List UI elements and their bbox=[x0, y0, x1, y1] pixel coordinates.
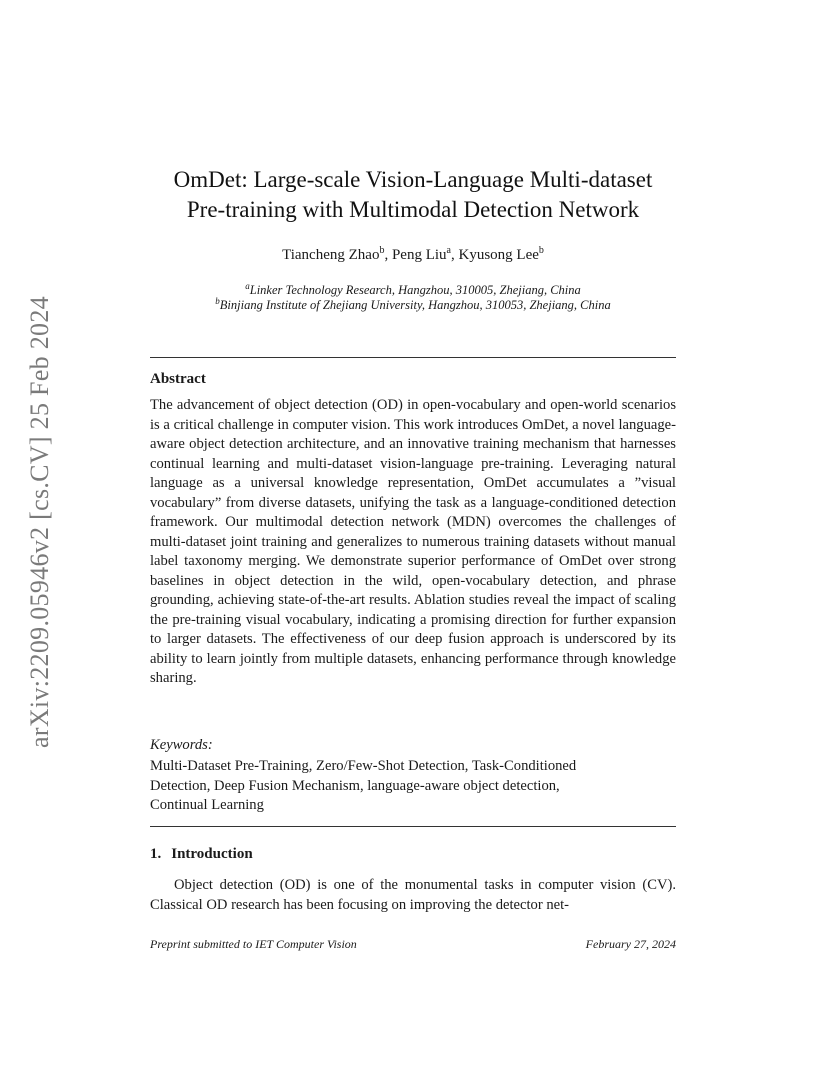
author-name: Peng Liu bbox=[391, 247, 447, 263]
footer-preprint-note: Preprint submitted to IET Computer Vision bbox=[150, 937, 357, 951]
affiliation-text: Linker Technology Research, Hangzhou, 310005, Zhejiang, China bbox=[249, 283, 581, 298]
title-line-2: Pre-training with Multimodal Detection Network bbox=[186, 197, 640, 222]
author-affil-mark: b bbox=[538, 245, 544, 256]
introduction-paragraph: Object detection (OD) is one of the monumental tasks in computer vision (CV). Classical OD research has been focusing on improving the detector net- bbox=[150, 877, 676, 913]
footer-date: February 27, 2024 bbox=[585, 937, 676, 951]
section-title: Introduction bbox=[171, 846, 253, 862]
author-affil-mark: b bbox=[379, 245, 385, 256]
author-name: Tiancheng Zhao bbox=[282, 247, 380, 263]
abstract-text: The advancement of object detection (OD) in open-vocabulary and open-world scenarios is a critical challenge in computer vision. This work introduces OmDet, a novel language-aware object detection architecture, and an innovative training mechanism that harnesses continual learning and multi-dataset vision-language pre-training. Leveraging natural language as a universal knowledge representation, OmDet accumulates a ”visual vocabulary” from diverse datasets, unifying the task as a language-conditioned detection framework. Our multimodal detection network (MDN) overcomes the challenges of multi-dataset joint training and generalizes to numerous training datasets without manual label taxonomy merging. We demonstrate superior performance of OmDet over strong baselines in object detection in the wild, open-vocabulary detection, and phrase grounding, achieving state-of-the-art results. Ablation studies reveal the impact of scaling the pre-training visual vocabulary, indicating a promising direction for further expansion to larger datasets. The effectiveness of our deep fusion approach is underscored by its ability to learn jointly from multiple datasets, enhancing performance through knowledge sharing. bbox=[150, 397, 676, 686]
keywords-heading: Keywords: bbox=[150, 737, 213, 753]
keywords-line: Detection, Deep Fusion Mechanism, language-aware object detection, bbox=[150, 777, 560, 794]
affiliation-b bbox=[150, 292, 676, 314]
author-list: Tiancheng Zhao$^b$, Peng Liu$^a$, Kyusong Lee$^b$ bbox=[282, 245, 544, 263]
keywords-list bbox=[150, 757, 676, 816]
affiliation-mark: a bbox=[245, 281, 250, 291]
affiliation-text: Binjiang Institute of Zhejiang University, Hangzhou, 310053, Zhejiang, China bbox=[219, 298, 611, 313]
affiliation-mark: b bbox=[215, 296, 220, 306]
section-number: 1. bbox=[150, 846, 162, 862]
author-affil-mark: a bbox=[446, 245, 451, 256]
keywords-line: Continual Learning bbox=[150, 797, 264, 813]
abstract-heading: Abstract bbox=[150, 371, 206, 387]
arxiv-id-label: arXiv:2209.05946v2 [cs.CV] 25 Feb 2024 bbox=[25, 296, 54, 748]
section-heading-introduction bbox=[150, 846, 253, 863]
author-name: Kyusong Lee bbox=[458, 247, 539, 263]
title-line-1: OmDet: Large-scale Vision-Language Multi-dataset bbox=[173, 167, 653, 192]
keywords-line: Multi-Dataset Pre-Training, Zero/Few-Shot Detection, Task-Conditioned bbox=[150, 758, 577, 774]
abstract-top-rule bbox=[150, 357, 676, 358]
abstract-bottom-rule bbox=[150, 826, 676, 827]
paper-title bbox=[150, 165, 676, 225]
